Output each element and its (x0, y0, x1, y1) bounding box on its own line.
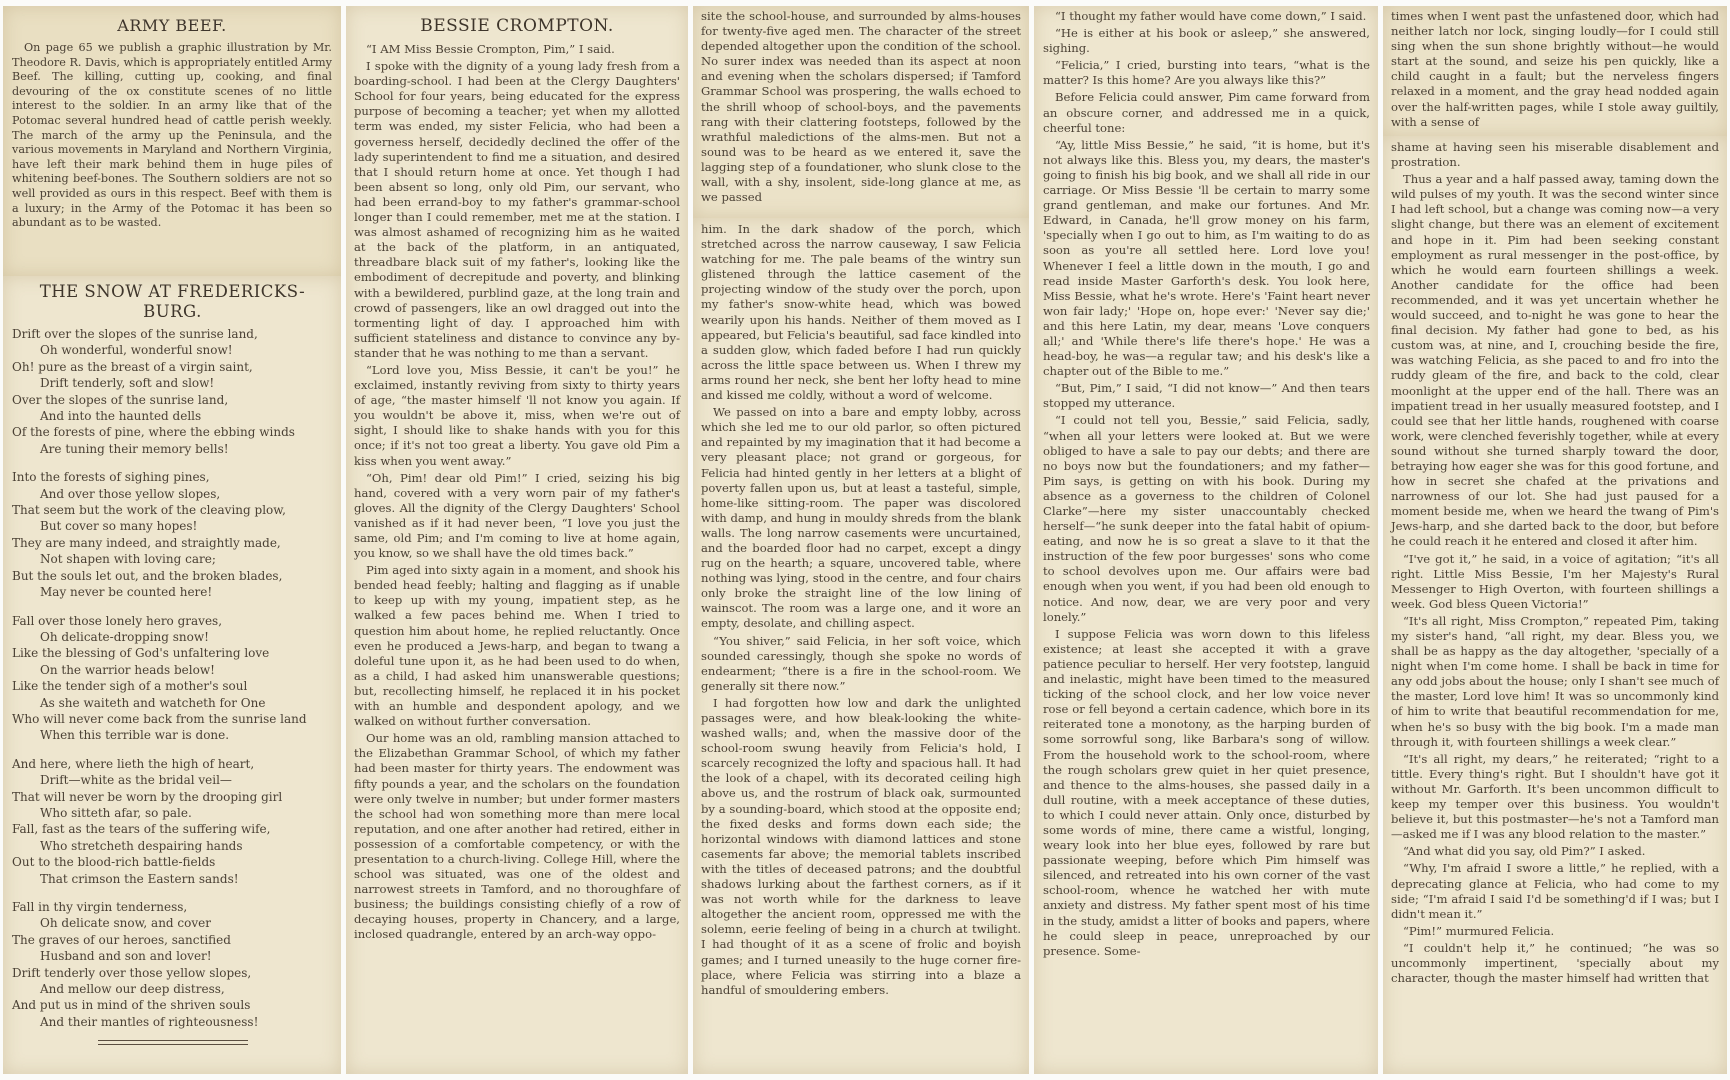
story-paragraph: Our home was an old, rambling mansion attached to the Elizabethan Grammar School, of which my father had been master for thirty years. The endowment was fifty pounds a year, and the scholars on the foundation were only twelve in number; but under former masters the school had won something more than mere local reputation, and one after another had retired, either in possession of a comfortable competency, or with the presentation to a church-living. College Hill, where the school was situated, was one of the oldest and narrowest streets in Tamford, and no thoroughfare of business; the buildings consisting chiefly of a row of decaying houses, property in Chancery, and a large, inclosed quadrangle, entered by an arch-way oppo- (354, 731, 680, 942)
story-paragraph: “Lord love you, Miss Bessie, it can't be you!” he exclaimed, instantly reviving from sixty to thirty years of age, “the master himself 'll not know you again. If you wouldn't be above it, miss, when we're out of sight, I should like to shake hands with you for this once; if it's not too great a liberty. You gave old Pim a kiss when you went away.” (354, 362, 680, 468)
poem-line: Drift—white as the bridal veil— (40, 773, 232, 788)
snow-poem-clipping (3, 276, 341, 1074)
story-paragraph: “Felicia,” I cried, bursting into tears, “what is the matter? Is this home? Are you always like this?” (1043, 58, 1370, 88)
bessie-column-3 (1034, 6, 1378, 1074)
poem-line: That seem but the work of the cleaving plow, (12, 503, 286, 518)
poem-line: Over the slopes of the sunrise land, (12, 392, 229, 407)
snow-poem-body (12, 326, 333, 1030)
poem-line: And their mantles of righteousness! (40, 1014, 259, 1029)
poem-line: When this terrible war is done. (40, 728, 230, 743)
story-paragraph: I suppose Felicia was worn down to this lifeless existence; at least she accepted it with a grave patience peculiar to herself. Her very footstep, languid and inelastic, might have been timed to the measured ticking of the school clock, and her low voice never rose or fell beyond a certain cadence, which bore in its reiterated tone a monotony, as the harping burden of some sorrowful song, like Barbara's song of willow. From the household work to the school-room, where the rough scholars grew quiet in her quiet presence, and thence to the alms-houses, she passed daily in a dull routine, with a meek acceptance of these duties, to which I could never attain. Only once, disturbed by some words of mine, there came a wistful, longing, weary look into her blue eyes, followed by rare but passionate weeping, before which Pim himself was silenced, and retreated into his own corner of the vast school-room, whence he watched her with mute anxiety and distress. My father spent most of his time in the study, amidst a litter of books and papers, where he could sleep in peace, unreproached by our presence. Some- (1043, 626, 1370, 958)
poem-line: Fall over those lonely hero graves, (12, 613, 223, 628)
poem-line: Of the forests of pine, where the ebbing winds (12, 425, 295, 440)
poem-line: Oh! pure as the breast of a virgin saint, (12, 359, 253, 374)
bessie-column-2-top (693, 6, 1029, 218)
story-paragraph: I had forgotten how low and dark the unlighted passages were, and how bleak-looking the white-washed walls; and, when the massive door of the school-room swung heavily from Felicia's hold, I scarcely recognized the lofty and spacious hall. It had the look of a chapel, with its decorated ceiling high above us, and the rostrum of black oak, surmounted by a sounding-board, which stood at the opposite end; the fixed desks and forms down each side; the horizontal windows with diamond lattices and stone casements far above; the memorial tablets inscribed with the titles of deceased patrons; and the doubtful shadows lurking about the farthest corners, as if it was not worth while for the darkness to leave altogether the ancient room, oppressed me with the solemn, eerie feeling of being in a church at twilight. I had thought of it as a scene of frolic and boyish games; and I turned uneasily to the huge corner fire-place, where Felicia was stirring into a blaze a handful of smouldering embers. (701, 695, 1021, 997)
poem-line: Out to the blood-rich battle-fields (12, 855, 216, 870)
poem-line: Husband and son and lover! (40, 949, 212, 964)
poem-line: Who sitteth afar, so pale. (40, 805, 192, 820)
story-paragraph: times when I went past the unfastened door, which had neither latch nor lock, singing loudly—for I could still sing when the sun shone brightly without—he would start at the sound, and seize his pen quickly, like a child caught in a fault; but the nerveless fingers relaxed in a moment, and the gray head nodded again over the half-written pages, while I stole away guiltily, with a sense of (1391, 9, 1719, 129)
bessie-column-2-bottom (693, 218, 1029, 1074)
poem-line: Into the forests of sighing pines, (12, 470, 210, 485)
snow-poem-title (12, 282, 333, 322)
poem-line: As she waiteth and watcheth for One (40, 695, 266, 710)
poem-line: Oh delicate snow, and cover (40, 916, 211, 931)
poem-line: On the warrior heads below! (40, 662, 215, 677)
story-paragraph: “I've got it,” he said, in a voice of agitation; “it's all right. Little Miss Bessie, I'm her Majesty's Rural Messenger to High Overton, with fourteen shillings a week. God bless Queen Victoria!” (1391, 551, 1719, 611)
poem-line: Oh delicate-dropping snow! (40, 629, 209, 644)
bessie-column-1-body (354, 42, 680, 943)
story-paragraph: “Oh, Pim! dear old Pim!” I cried, seizing his big hand, covered with a very worn pair of my father's gloves. All the dignity of the Clergy Daughters' School vanished as if it had never been, “I love you just the same, old Pim; and I'm coming to live at home again, you know, so we shall have the old times back.” (354, 470, 680, 561)
poem-line: That crimson the Eastern sands! (40, 871, 239, 886)
poem-line: Drift tenderly over those yellow slopes, (12, 965, 252, 980)
poem-line: But the souls let out, and the broken blades, (12, 568, 283, 583)
bessie-column-4-bottom (1383, 136, 1727, 1074)
story-paragraph: Pim aged into sixty again in a moment, and shook his bended head feebly; halting and flagging as if unable to keep up with my young, impatient step, as he walked a few paces behind me. When I tried to question him about home, he replied reluctantly. Once even he produced a Jews-harp, and began to twang a doleful tune upon it, as he had been used to do when, as a child, I had asked him unanswerable questions; but, recollecting himself, he replaced it in his pocket with an humble and despondent apology, and we walked on without further conversation. (354, 563, 680, 729)
story-paragraph: We passed on into a bare and empty lobby, across which she led me to our old parlor, so often pictured and repainted by my imagination that it had become a very pleasant place; not grand or gorgeous, for Felicia had hinted gently in her letters at a blight of poverty fallen upon us, but at least a tasteful, simple, home-like sitting-room. The paper was discolored with damp, and hung in mouldy shreds from the blank walls. The long narrow casements were uncurtained, and the boarded floor had no carpet, except a dingy rug on the hearth; a square, uncovered table, where nothing was lying, stood in the centre, and four chairs only broke the straight line of the low lining of wainscot. The room was a large one, and it wore an empty, desolate, and chilling aspect. (701, 405, 1021, 631)
bessie-column-4-top-body (1391, 9, 1719, 130)
poem-line: Drift over the slopes of the sunrise land, (12, 327, 258, 341)
bessie-column-4-bottom-body (1391, 140, 1719, 986)
poem-line: Not shapen with loving care; (40, 552, 216, 567)
story-paragraph: “I couldn't help it,” he continued; “he was so uncommonly impertinent, 'specially about my character, though the master himself had written that (1391, 940, 1719, 986)
end-rule (98, 1040, 248, 1045)
story-paragraph: “I AM Miss Bessie Crompton, Pim,” I said. (366, 42, 615, 56)
story-paragraph: shame at having seen his miserable disablement and prostration. (1391, 140, 1719, 170)
stanza-break (12, 457, 333, 469)
story-paragraph: Before Felicia could answer, Pim came forward from an obscure corner, and addressed me in a quick, cheerful tone: (1043, 90, 1370, 135)
story-paragraph: “It's all right, my dears,” he reiterated; “right to a tittle. Every thing's right. But I shouldn't have got it without Mr. Garforth. It's been uncommon difficult to keep my temper over this business. You wouldn't believe it, but this postmaster—he's not a Tamford man—asked me if I was any blood relation to the master.” (1391, 751, 1719, 842)
poem-line: Are tuning their memory bells! (40, 441, 229, 456)
poem-line: Drift tenderly, soft and slow! (40, 376, 215, 391)
story-paragraph: “And what did you say, old Pim?” I asked. (1403, 844, 1646, 859)
story-paragraph: Thus a year and a half passed away, taming down the wild pulses of my youth. It was the second winter since I had left school, but a change was coming now—a very slight change, but there was an element of excitement and hope in it. Pim had been seeking constant employment as rural messenger in the post-office, by which he would earn fourteen shillings a week. Another candidate for the office had been recommended, and it was yet uncertain whether he would succeed, and to-night he was gone to hear the final decision. My father had gone to bed, as his custom was, at nine, and I, crouching beside the fire, was watching Felicia, as she paced to and fro into the ruddy gleam of the fire, and back to the cold, clear moonlight at the upper end of the hall. There was an impatient tread in her usually measured footstep, and I could see that her little hands, roughened with coarse work, were clenched feverishly together, while at every sound without she turned sharply toward the door, betraying how eager she was for this good fortune, and how in secret she chafed at the privations and narrowness of our lot. She had just paused for a moment beside me, when we heard the twang of Pim's Jews-harp, and she darted back to the door, but before he could reach it he entered and closed it after him. (1391, 172, 1719, 549)
army-beef-body: On page 65 we publish a graphic illustration by Mr. Theodore R. Davis, which is appropriately entitled Army Beef. The killing, cutting up, cooking, and final devouring of the ox constitute scenes of no little interest to the soldier. In an army like that of the Potomac several hundred head of cattle perish weekly. The march of the army up the Peninsula, and the various movements in Maryland and Northern Virginia, have left their mark behind them in huge piles of whitening beef-bones. The Southern soldiers are not so well provided as ours in this respect. Beef with them is a luxury; in the Army of the Potomac it has been so abundant as to be wasted. (12, 41, 332, 230)
poem-line: That will never be worn by the drooping girl (12, 789, 283, 804)
poem-line: They are many indeed, and straightly made, (12, 535, 281, 550)
story-paragraph: I spoke with the dignity of a young lady fresh from a boarding-school. I had been at the Clergy Daughters' School for four years, being educated for the express purpose of becoming a teacher; yet when my allotted term was ended, my sister Felicia, who had been a governess herself, decidedly declined the offer of the lady superintendent to find me a situation, and desired that I should return home at once. Yet though I had been absent so long, only old Pim, our servant, who had been errand-boy to my father's grammar-school longer than I could remember, met me at the station. I was almost ashamed of recognizing him as he waited at the back of the platform, in an antiquated, threadbare black suit of my father's, looking like the embodiment of decrepitude and poverty, and blinking with a bewildered, purblind gaze, at the long train and crowd of passengers, like an owl dragged out into the tormenting light of day. I approached him with sufficient stateliness and distance to convince any by-stander that he was nothing to me than a servant. (354, 59, 680, 360)
bessie-column-3-body (1043, 9, 1370, 959)
story-paragraph: site the school-house, and surrounded by alms-houses for twenty-five aged men. The character of the street depended altogether upon the condition of the school. No surer index was needed than its aspect at noon and evening when the scholars dispersed; if Tamford Grammar School was prospering, the walls echoed to the shrill whoop of school-boys, and the pavements rang with their clattering footsteps, followed by the wrathful maledictions of the alms-men. But not a sound was to be heard as we entered it, save the lagging step of a foundationer, who slunk close to the wall, with a shy, insolent, side-long glance at me, as we passed (701, 9, 1021, 205)
stanza-break (12, 744, 333, 756)
poem-line: The graves of our heroes, sanctified (12, 932, 231, 947)
story-paragraph: “It's all right, Miss Crompton,” repeated Pim, taking my sister's hand, “all right, my dear. Bless you, we shall be as happy as the day altogether, 'specially of a night when I'm come home. I shall be back in time for any odd jobs about the house; only I shan't see much of the master, Lord love him! It was so uncommonly kind of him to write that beautiful recommendation for me, when he's so busy with the big book. I'm a made man through it, with fourteen shillings a week clear.” (1391, 613, 1719, 749)
poem-line: And over those yellow slopes, (40, 486, 221, 501)
story-paragraph: “You shiver,” said Felicia, in her soft voice, which sounded caressingly, though she spoke no words of endearment; “there is a fire in the school-room. We generally sit there now.” (701, 633, 1021, 693)
bessie-column-2-bottom-body (701, 222, 1021, 998)
story-paragraph: “Ay, little Miss Bessie,” he said, “it is home, but it's not always like this. Bless you, my dears, the master's going to finish his big book, and we shall all ride in our carriage. Or Miss Bessie 'll be certain to marry some grand gentleman, and make our fortunes. And Mr. Edward, in Canada, he'll grow money on his farm, 'specially when I go out to him, as I'm waiting to do as soon as you're all settled here. Lord love you! Whenever I feel a little down in the mouth, I go and read inside Master Garforth's desk. You look here, Miss Bessie, what he's wrote. Here's 'Faint heart never won fair lady;' 'Hope on, hope ever:' 'Never say die;' and this here Latin, my dear, means 'Love conquers all;' and 'While there's life there's hope.' He was a head-boy, he was—a regular taw; and his desk's like a chapter out of the Bible to me.” (1043, 137, 1370, 379)
bessie-column-2-top-body (701, 9, 1021, 205)
poem-line: And into the haunted dells (40, 409, 202, 424)
army-beef-title: ARMY BEEF. (117, 16, 227, 35)
bessie-column-4-top (1383, 6, 1727, 136)
snow-poem-title-line2: BURG. (143, 302, 202, 321)
bessie-column-1 (346, 6, 688, 1074)
story-paragraph: “I thought my father would have come down,” I said. (1055, 9, 1367, 23)
story-paragraph: “Pim!” murmured Felicia. (1403, 923, 1555, 938)
poem-line: And mellow our deep distress, (40, 982, 225, 997)
poem-line: And here, where lieth the high of heart, (12, 756, 255, 771)
story-paragraph: him. In the dark shadow of the porch, which stretched across the narrow causeway, I saw Felicia watching for me. The pale beams of the wintry sun glistened through the lattice casement of the projecting window of the study over the porch, upon my father's snow-white head, which was bowed wearily upon his hands. Neither of them moved as I appeared, but Felicia's beautiful, sad face kindled into a sudden glow, which faded before I had run quickly across the little space between us. When I threw my arms round her neck, she bent her lofty head to mine and kissed me coldly, without a word of welcome. (701, 222, 1021, 403)
poem-line: Oh wonderful, wonderful snow! (40, 343, 233, 358)
poem-line: And put us in mind of the shriven souls (12, 998, 251, 1013)
story-paragraph: “He is either at his book or asleep,” she answered, sighing. (1043, 26, 1370, 56)
snow-poem-title-line1: THE SNOW AT FREDERICKS- (39, 282, 306, 301)
stanza-break (12, 887, 333, 899)
poem-line: But cover so many hopes! (40, 519, 198, 534)
story-paragraph: “I could not tell you, Bessie,” said Felicia, sadly, “when all your letters were looked at. But we were obliged to have a sale to pay our debts; and there are no boys now but the foundationers; and my father—Pim says, is getting on with his book. During my absence as a governess to the children of Colonel Clarke”—here my sister unaccountably checked herself—“he sunk deeper into the fatal habit of opium-eating, and now he is so great a slave to it that the instruction of the few poor burgesses' sons who come to school devolves upon me. Our affairs were bad enough when you went, if you had been old enough to notice. And now, dear, we are very poor and very lonely.” (1043, 413, 1370, 624)
poem-line: Like the tender sigh of a mother's soul (12, 679, 248, 694)
poem-line: May never be counted here! (40, 585, 213, 600)
stanza-break (12, 601, 333, 613)
poem-line: Fall, fast as the tears of the suffering wife, (12, 822, 271, 837)
poem-line: Who will never come back from the sunrise land (12, 711, 307, 726)
story-paragraph: “Why, I'm afraid I swore a little,” he replied, with a deprecating glance at Felicia, who had come to my side; “I'm afraid I said I'd be something'd if I was; but I didn't mean it.” (1391, 861, 1719, 921)
poem-line: Fall in thy virgin tenderness, (12, 900, 188, 914)
poem-line: Like the blessing of God's unfaltering love (12, 646, 270, 661)
story-paragraph: “But, Pim,” I said, “I did not know—” And then tears stopped my utterance. (1043, 381, 1370, 411)
bessie-title: BESSIE CROMPTON. (420, 16, 614, 36)
poem-line: Who stretcheth despairing hands (40, 838, 243, 853)
army-beef-clipping (3, 6, 341, 276)
